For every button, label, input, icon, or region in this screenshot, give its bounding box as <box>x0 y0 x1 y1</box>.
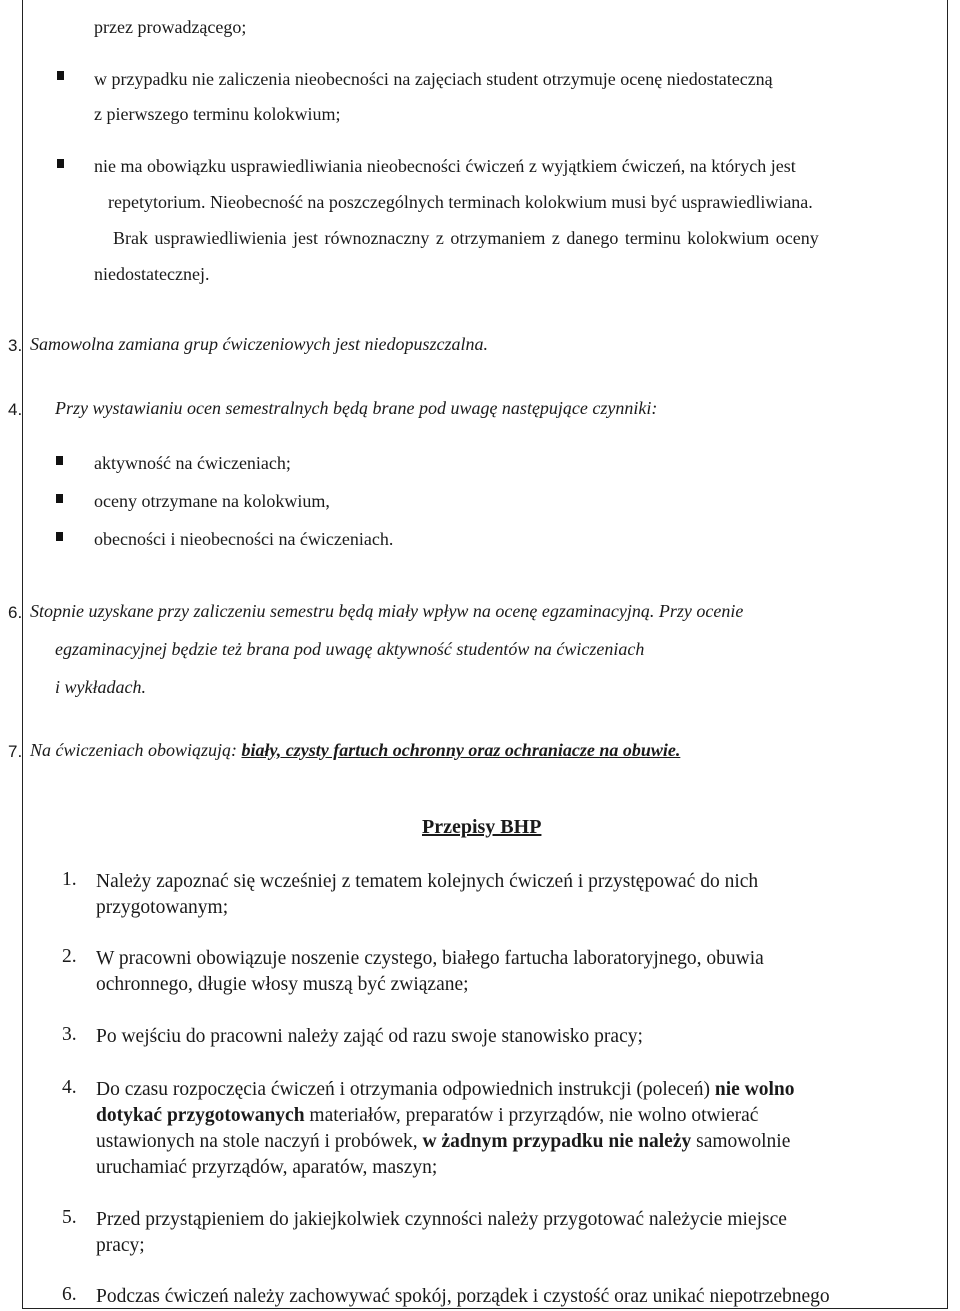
item7-prefix: Na ćwiczeniach obowiązują: <box>30 740 242 760</box>
bullet2-line2: repetytorium. Nieobecność na poszczególnych terminach kolokwium musi być usprawiedliwiana. <box>108 192 813 212</box>
bhp2-line1: W pracowni obowiązuje noszenie czystego, białego fartucha laboratoryjnego, obuwia <box>96 948 764 969</box>
continuation-line: przez prowadzącego; <box>94 17 247 37</box>
bullet1-line2: z pierwszego terminu kolokwium; <box>94 104 341 124</box>
bhp4-l3a: ustawionych na stole naczyń i probówek, <box>96 1131 423 1152</box>
bhp-title: Przepisy BHP <box>422 816 542 838</box>
item4-number: 4. <box>8 400 23 419</box>
item7-text <box>30 740 680 761</box>
bhp5-line2: pracy; <box>96 1235 145 1256</box>
bhp1-number: 1. <box>62 869 77 890</box>
bullet-square-icon <box>56 532 63 541</box>
bhp4-l3c: samowolnie <box>691 1131 791 1152</box>
bullet2-line3: Brak usprawiedliwienia jest równoznaczny z otrzymaniem z danego terminu kolokwium oceny <box>113 228 819 248</box>
item6-line1: Stopnie uzyskane przy zaliczeniu semestru będą miały wpływ na ocenę egzaminacyjną. Przy ocenie <box>30 601 744 621</box>
bhp4-l3b: w żadnym przypadku nie należy <box>422 1131 692 1152</box>
bhp2-number: 2. <box>62 946 77 967</box>
bhp4-line1 <box>96 1077 795 1103</box>
item3-number: 3. <box>8 336 23 355</box>
bhp2-line2: ochronnego, długie włosy muszą być związane; <box>96 974 469 995</box>
item7-number: 7. <box>8 742 23 761</box>
bhp4-l1b: nie wolno <box>714 1079 795 1100</box>
bhp3-number: 3. <box>62 1024 77 1045</box>
bhp5-number: 5. <box>62 1207 77 1228</box>
item6-number: 6. <box>8 603 23 622</box>
bullet-square-icon <box>57 159 64 168</box>
item3-text: Samowolna zamiana grup ćwiczeniowych jest niedopuszczalna. <box>30 334 488 354</box>
bullet-square-icon <box>56 456 63 465</box>
bhp4-l2a: dotykać przygotowanych <box>96 1105 305 1126</box>
bhp6-line1: Podczas ćwiczeń należy zachowywać spokój, porządek i czystość oraz unikać niepotrzebnego <box>96 1286 830 1307</box>
bullet2-line1: nie ma obowiązku usprawiedliwiania nieobecności ćwiczeń z wyjątkiem ćwiczeń, na których jest <box>94 156 796 176</box>
bhp4-line4: uruchamiać przyrządów, aparatów, maszyn; <box>96 1157 438 1178</box>
item6-line3: i wykładach. <box>55 677 146 697</box>
bhp4-l1a: Do czasu rozpoczęcia ćwiczeń i otrzymania odpowiednich instrukcji (poleceń) <box>96 1079 715 1100</box>
bhp4-line2 <box>96 1103 758 1129</box>
bullet1-line1: w przypadku nie zaliczenia nieobecności na zajęciach student otrzymuje ocenę niedostateczną <box>94 69 773 89</box>
bhp4-line3 <box>96 1129 790 1155</box>
item4-bullet1: aktywność na ćwiczeniach; <box>94 453 291 473</box>
bhp1-line2: przygotowanym; <box>96 897 229 918</box>
bhp1-line1: Należy zapoznać się wcześniej z tematem kolejnych ćwiczeń i przystępować do nich <box>96 871 759 892</box>
item4-text: Przy wystawianiu ocen semestralnych będą brane pod uwagę następujące czynniki: <box>55 398 658 418</box>
bhp4-number: 4. <box>62 1077 77 1098</box>
item4-bullet3: obecności i nieobecności na ćwiczeniach. <box>94 529 394 549</box>
item4-bullet2: oceny otrzymane na kolokwium, <box>94 491 330 511</box>
bhp6-number: 6. <box>62 1284 77 1305</box>
bullet-square-icon <box>56 494 63 503</box>
item7-underlined: biały, czysty fartuch ochronny oraz ochraniacze na obuwie. <box>241 740 681 760</box>
item6-line2: egzaminacyjnej będzie też brana pod uwagę aktywność studentów na ćwiczeniach <box>55 639 645 659</box>
bullet2-line4: niedostatecznej. <box>94 264 210 284</box>
bullet-square-icon <box>57 71 64 80</box>
bhp3-line1: Po wejściu do pracowni należy zająć od razu swoje stanowisko pracy; <box>96 1026 643 1047</box>
bhp4-l2b: materiałów, preparatów i przyrządów, nie wolno otwierać <box>304 1105 759 1126</box>
bhp5-line1: Przed przystąpieniem do jakiejkolwiek czynności należy przygotować należycie miejsce <box>96 1209 787 1230</box>
